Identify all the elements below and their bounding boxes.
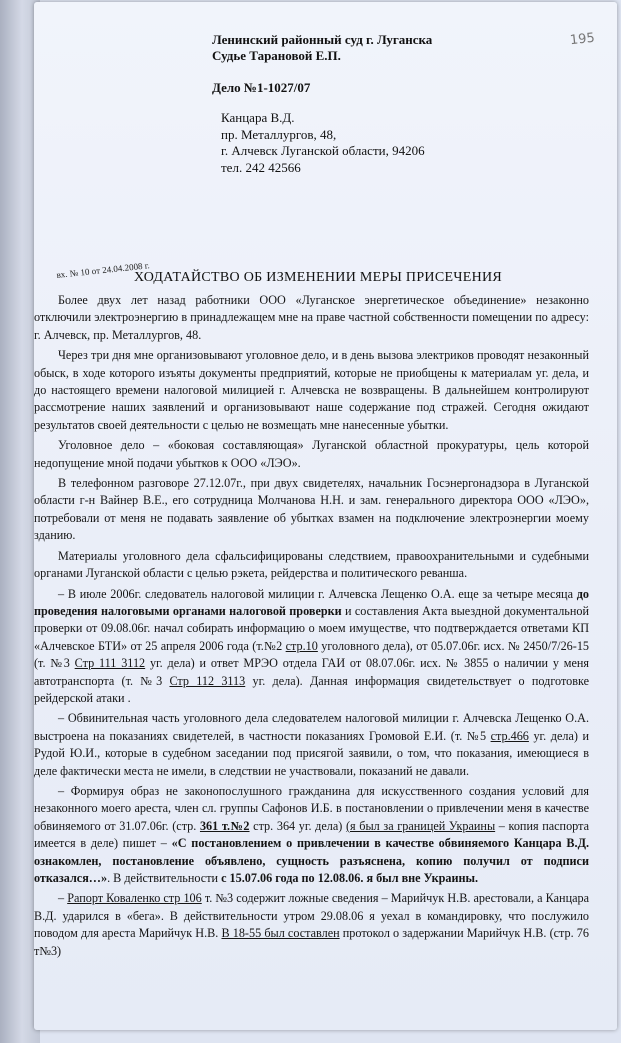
paragraph xyxy=(34,783,589,887)
underlined-text: Рапорт Коваленко стр 106 xyxy=(67,891,202,906)
court-name: Ленинский районный суд г. Луганска xyxy=(212,32,433,47)
bold-text: с 15.07.06 года по 12.08.06. я был вне Украины. xyxy=(221,871,479,885)
handwritten-page-number: 195 xyxy=(569,30,596,49)
sender-name: Канцара В.Д. xyxy=(221,110,295,125)
text-run: стр. 364 уг. дела) xyxy=(249,818,346,833)
text-run: – В июле 2006г. следователь налоговой милиции г. Алчевска Лещенко О.А. еще за четыре месяца xyxy=(58,586,577,601)
paragraph xyxy=(34,890,589,960)
text-run: уг. дела) и ответ МРЭО отдела ГАИ от 08.07.06г. исх. № 3855 о наличии у меня автотранспорта (т. №3 xyxy=(34,656,589,688)
bold-underlined-text: 361 т.№2 xyxy=(199,818,250,833)
text-run: – Формируя образ не законопослушного гражданина для искусственного создания условий для незаконного моего ареста, член сл. группы Сафонов И.Б. в постановлении о привлечении меня в качестве обвиняемого от 31.07.06г. (стр. xyxy=(34,783,589,833)
addressee-block xyxy=(212,32,592,176)
incoming-reference: вх. № 10 от 24.04.2008 г. xyxy=(56,260,151,280)
sender-city: г. Алчевск Луганской области, 94206 xyxy=(221,143,425,158)
paragraph: Уголовное дело – «боковая составляющая» Луганской областной прокуратуры, цель которой недопущение мной подачи убытков к ООО «ЛЭО». xyxy=(34,438,589,470)
text-run: – xyxy=(58,891,68,906)
underlined-text: В 18-55 был составлен xyxy=(221,926,340,941)
underlined-text: Стр 111 3112 xyxy=(74,656,146,671)
underlined-text: стр.10 xyxy=(285,638,318,653)
paragraph xyxy=(34,710,589,780)
text-run: – копия паспорта имеется в деле) пишет – xyxy=(34,818,589,851)
sender-phone: тел. 242 42566 xyxy=(221,159,301,175)
document-title: ХОДАТАЙСТВО ОБ ИЗМЕНЕНИИ МЕРЫ ПРИСЕЧЕНИЯ xyxy=(134,270,503,285)
underlined-text: Стр 112 3113 xyxy=(169,673,246,688)
underlined-text: стр.466 xyxy=(490,728,529,743)
paragraph: В телефонном разговоре 27.12.07г., при двух свидетелях, начальник Госэнергонадзора в Луганской области г-н Вайнер В.Е., его сотрудница Молчанова Н.Н. и зам. генерального директора ООО «ЛЭО», потребовали от меня не подавать заявление об убытках взамен на подключение электроэнергии моему зданию. xyxy=(34,476,589,543)
text-run: и составления Акта выездной документальной проверки от 09.08.06г. начал собирать информацию о моем имуществе, что подтверждается ответами КП «Алчевское БТИ» от 25 апреля 2006 года (т.№2 xyxy=(34,603,589,653)
document-body xyxy=(34,292,589,963)
text-run: т. №3 содержит ложные сведения – Марийчук Н.В. арестовали, а Канцара В.Д. ударился в «бега». В действительности утром 29.08.06 я уехал в командировку, что послужило поводом для ареста Марийчук Н.В. xyxy=(34,891,590,941)
sender-block xyxy=(221,110,592,176)
paragraph: Более двух лет назад работники ООО «Луганское энергетическое объединение» незаконно отключили электроэнергию в принадлежащем мне на праве частной собственности помещении по адресу: г. Алчевск, пр. Металлургов, 48. xyxy=(34,293,589,342)
document-page xyxy=(34,2,617,1030)
text-run: протокол о задержании Марийчук Н.В. (стр. 76 т№3) xyxy=(34,926,589,958)
text-run: – Обвинительная часть уголовного дела следователем налоговой милиции г. Алчевска Лещенко О.А. выстроена на показаниях свидетелей, в частности показаниях Громовой Е.И. (т. №5 xyxy=(34,711,589,743)
text-run: уг. дела). Данная информация свидетельствует о подготовке рейдерской атаки . xyxy=(34,673,589,705)
case-number: Дело №1-1027/07 xyxy=(212,80,311,95)
paragraph xyxy=(34,586,589,708)
paragraph: Через три дня мне организовывают уголовное дело, и в день вызова электриков проводят незаконный обыск, в ходе которого изъяты документы предприятий, которые не приобщены к материалам уг. дела, и до настоящего времени налоговой милицией г. Алчевска не возвращены. В дальнейшем контролируют рассмотрение наших заявлений и организовывают наше содержание под стражей. Сегодня ожидают результатов своей деятельности с целью не возмещать мне нанесенные убытки. xyxy=(34,348,589,432)
sender-street: пр. Металлургов, 48, xyxy=(221,126,337,142)
bold-text: до проведения налоговыми органами налоговой проверки xyxy=(34,586,589,618)
text-run: . В действительности xyxy=(107,871,222,885)
text-run: уг. дела) и Рудой Ю.И., которые в судебном заседании под присягой заявили, о том, что показания, имеющиеся в деле фактически места не имели, в следствии не участвовали, показаний не давали. xyxy=(34,728,589,778)
judge-name: Судье Тарановой Е.П. xyxy=(212,48,341,63)
underlined-text: (я был за границей Украины xyxy=(345,818,496,833)
text-run: уголовного дела), от 05.07.06г. исх. № 2450/7/26-15 (т. №3 xyxy=(34,638,590,671)
bold-text: «С постановлением о привлечении в качестве обвиняемого Канцара В.Д. ознакомлен, постановление объявлено, сущность разъяснена, копию получил от подписи отказался…» xyxy=(34,836,589,885)
paragraph: Материалы уголовного дела сфальсифицированы следствием, правоохранительными и судебными органами Луганской области с целью рэкета, рейдерства и политического реванша. xyxy=(34,548,589,581)
